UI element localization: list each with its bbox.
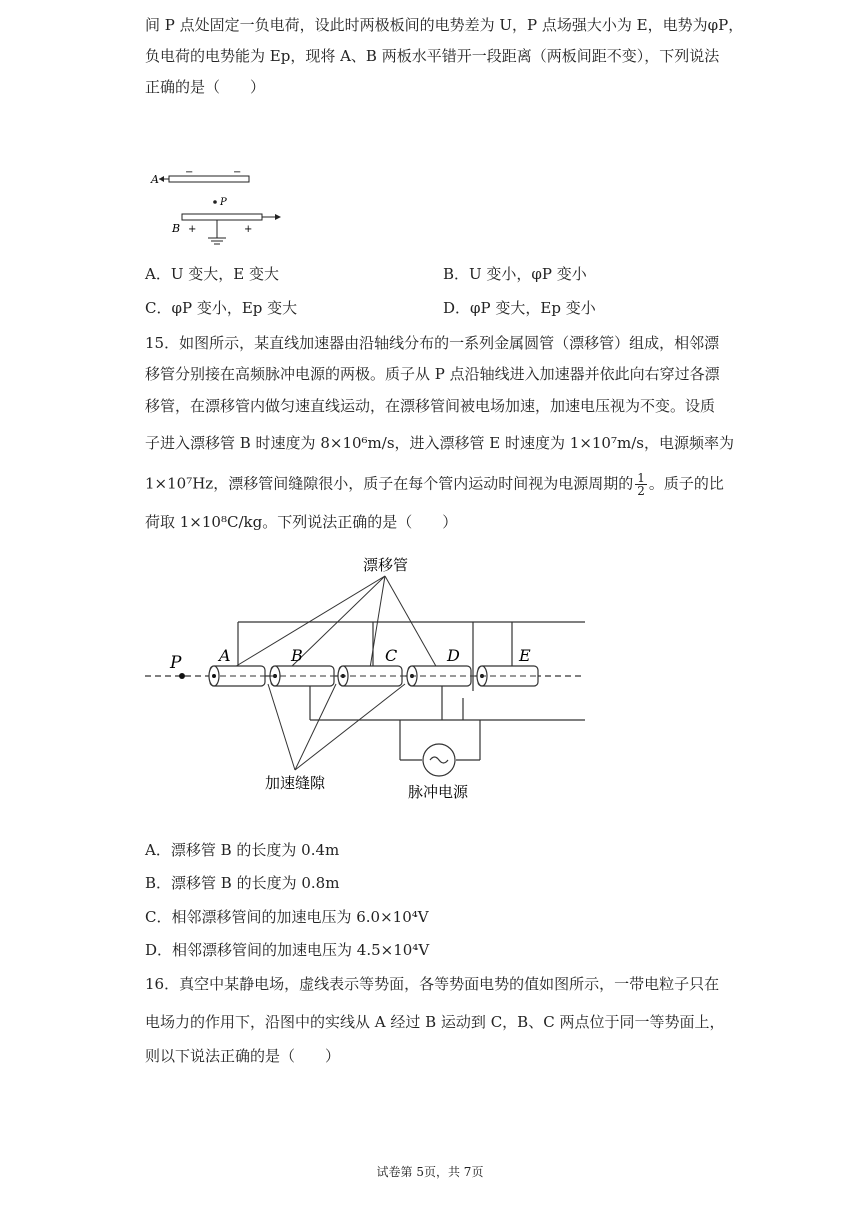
q14-line-2: 负电荷的电势能为 Ep，现将 A、B 两板水平错开一段距离（两板间距不变），下列说法 <box>145 47 720 65</box>
q14-line-1: 间 P 点处固定一负电荷，设此时两极板间的电势差为 U，P 点场强大小为 E，电势为φP， <box>145 16 744 34</box>
linear-accelerator-figure <box>145 548 595 808</box>
page-footer: 试卷第 5页，共 7页 <box>376 1165 484 1179</box>
fraction-numerator: 1 <box>637 471 645 485</box>
q15-line-5 <box>145 472 724 497</box>
q15-line-3: 移管，在漂移管内做匀速直线运动，在漂移管间被电场加速，加速电压视为不变。设质 <box>145 397 716 415</box>
fraction-denominator: 2 <box>637 484 645 498</box>
q14-option-c: C．φP 变小，Ep 变大 <box>145 299 298 317</box>
plus-sign-2: + <box>244 224 253 235</box>
q16-line-3: 则以下说法正确的是（ ） <box>145 1047 341 1065</box>
plate-b-label: B <box>172 222 181 235</box>
q15-line-6: 荷取 1×10⁸C/kg。下列说法正确的是（ ） <box>145 513 458 531</box>
tube-e-label: E <box>519 646 531 665</box>
q15-line-4: 子进入漂移管 B 时速度为 8×10⁶m/s，进入漂移管 E 时速度为 1×10⁷m/s，电源频率为 <box>145 434 734 452</box>
tube-b-label: B <box>291 646 303 665</box>
q15-option-a: A．漂移管 B 的长度为 0.4m <box>145 841 340 859</box>
q15-option-d: D．相邻漂移管间的加速电压为 4.5×10⁴V <box>145 941 430 959</box>
plate-b <box>182 214 262 220</box>
point-p <box>213 200 217 204</box>
capacitor-figure <box>145 165 295 250</box>
q14-option-d: D．φP 变大，Ep 变小 <box>443 299 596 317</box>
tube-d-label: D <box>447 646 460 665</box>
q15-line-1: 15．如图所示，某直线加速器由沿轴线分布的一系列金属圆管（漂移管）组成，相邻漂 <box>145 334 720 352</box>
fraction-one-half <box>635 472 647 497</box>
minus-sign-1: − <box>185 167 194 178</box>
q14-option-a: A．U 变大，E 变大 <box>145 265 279 283</box>
gap-label: 加速缝隙 <box>265 774 326 792</box>
q14-line-3: 正确的是（ ） <box>145 78 266 96</box>
q14-option-b: B．U 变小，φP 变小 <box>443 265 587 283</box>
q15-line-5-pre: 1×10⁷Hz，漂移管间缝隙很小，质子在每个管内运动时间视为电源周期的 <box>145 474 634 493</box>
q15-option-b: B．漂移管 B 的长度为 0.8m <box>145 874 340 892</box>
plus-sign-1: + <box>188 224 197 235</box>
q15-line-5-post: 。质子的比 <box>648 474 724 493</box>
q16-line-2: 电场力的作用下，沿图中的实线从 A 经过 B 运动到 C，B、C 两点位于同一等势面上， <box>145 1013 725 1031</box>
point-p <box>179 673 185 679</box>
drift-tube-label: 漂移管 <box>363 556 409 574</box>
tube-a-label: A <box>219 646 231 665</box>
pulse-source-label: 脉冲电源 <box>408 783 469 801</box>
point-p-label: P <box>220 197 227 208</box>
q15-line-2: 移管分别接在高频脉冲电源的两极。质子从 P 点沿轴线进入加速器并依此向右穿过各漂 <box>145 365 720 383</box>
q16-line-1: 16．真空中某静电场，虚线表示等势面，各等势面电势的值如图所示，一带电粒子只在 <box>145 975 720 993</box>
plate-a-label: A <box>151 173 159 186</box>
q15-option-c: C．相邻漂移管间的加速电压为 6.0×10⁴V <box>145 908 429 926</box>
tube-c-label: C <box>385 646 398 665</box>
minus-sign-2: − <box>233 167 242 178</box>
point-p-label: P <box>170 653 182 673</box>
